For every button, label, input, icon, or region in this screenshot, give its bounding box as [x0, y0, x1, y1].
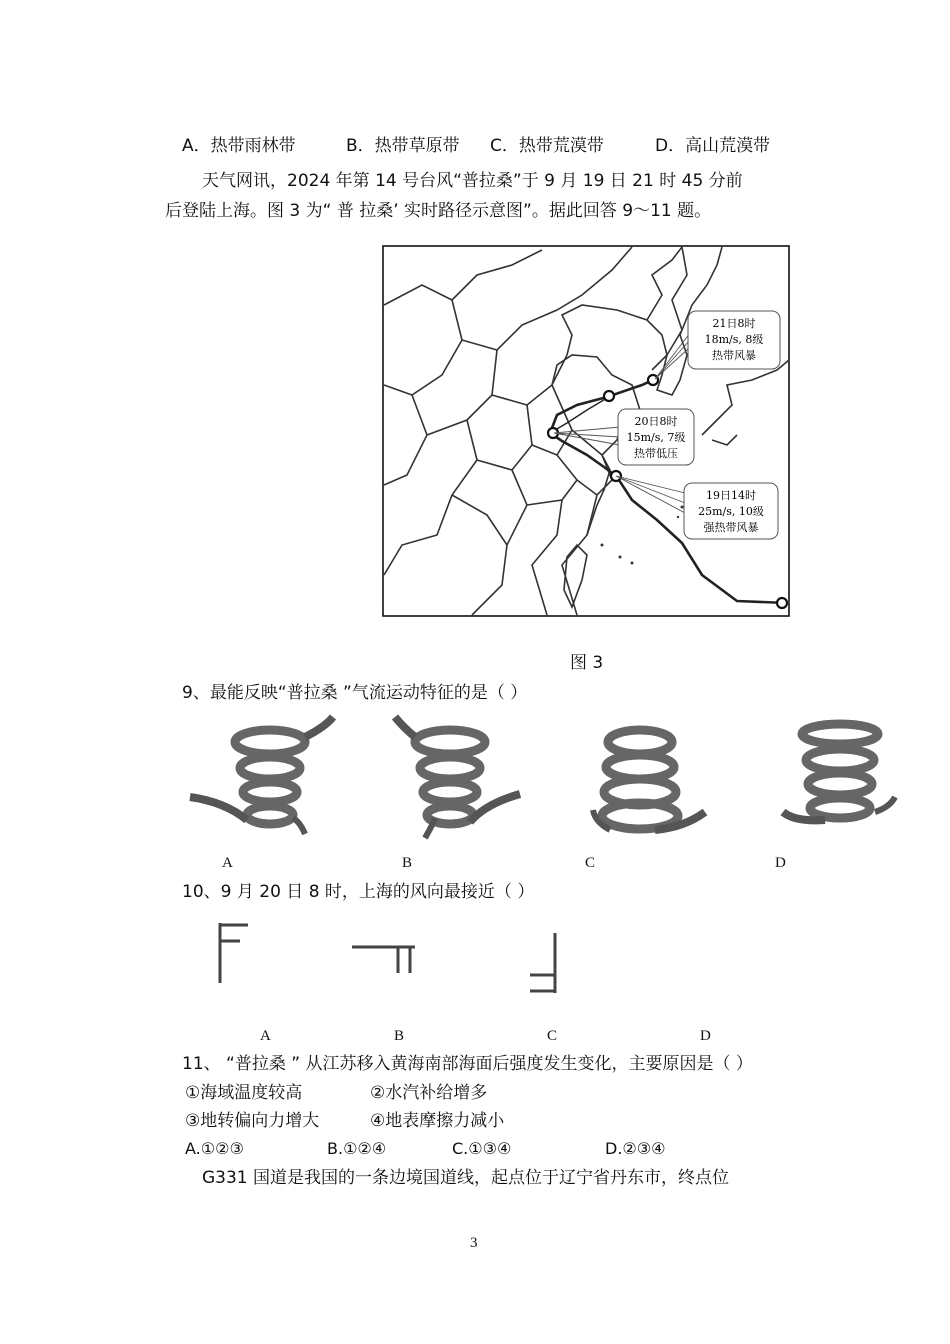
intro-line-1: 天气网讯，2024 年第 14 号台风“普拉桑”于 9 月 19 日 21 时 45 分前 [202, 171, 743, 191]
q9-stem: 9、最能反映“普拉桑 ”气流运动特征的是（ ） [182, 683, 528, 703]
q9-option-b-diagram [395, 717, 520, 838]
callout-1 [688, 311, 780, 369]
callout-2-line1: 20日8时 [634, 415, 678, 428]
q9-label-d: D [775, 855, 786, 871]
figure-caption: 图 3 [570, 653, 604, 673]
q11-item-4: ④地表摩擦力减小 [370, 1111, 505, 1131]
q10-label-b: B [394, 1028, 405, 1044]
callout-2-line2: 15m/s, 7级 [626, 431, 686, 444]
q11-option-d: D.②③④ [605, 1139, 666, 1158]
q9-option-d-diagram [783, 724, 895, 820]
typhoon-track-map [382, 245, 790, 617]
q11-option-c: C.①③④ [452, 1139, 512, 1158]
q11-option-a: A.①②③ [185, 1139, 244, 1158]
map-svg [382, 245, 790, 617]
q10-wind-barbs [200, 915, 600, 1005]
q9-label-b: B [402, 855, 413, 871]
callout-3 [684, 483, 778, 539]
callout-2-line3: 热带低压 [634, 447, 678, 460]
q10-svg [200, 915, 600, 1005]
q11-item-3: ③地转偏向力增大 [185, 1111, 320, 1131]
q10-label-a: A [260, 1028, 271, 1044]
intro-line-2: 后登陆上海。图 3 为“ 普 拉桑’ 实时路径示意图”。据此回答 9～11 题。 [165, 201, 712, 221]
q8-option-b: B．热带草原带 [346, 136, 460, 156]
q9-option-c-diagram [593, 730, 705, 830]
q10-barb-c [530, 933, 555, 993]
callout-1-line3: 热带风暴 [712, 349, 756, 362]
q9-label-a: A [222, 855, 233, 871]
q11-option-b: B.①②④ [327, 1139, 387, 1158]
q8-option-d: D．高山荒漠带 [655, 136, 771, 156]
q10-barb-b [352, 947, 415, 973]
q9-option-a-diagram [190, 717, 333, 834]
g331-paragraph: G331 国道是我国的一条边境国道线，起点位于辽宁省丹东市，终点位 [202, 1168, 730, 1188]
q10-barb-a [220, 923, 248, 983]
callout-3-line3: 强热带风暴 [703, 521, 759, 534]
callout-3-line1: 19日14时 [706, 489, 756, 502]
callout-1-line1: 21日8时 [712, 317, 756, 330]
callout-3-line2: 25m/s, 10级 [698, 505, 764, 518]
q9-label-c: C [585, 855, 596, 871]
q11-item-1: ①海域温度较高 [185, 1083, 303, 1103]
q11-item-2: ②水汽补给增多 [370, 1083, 488, 1103]
q8-option-a: A．热带雨林带 [182, 136, 296, 156]
page-number: 3 [470, 1235, 478, 1251]
q11-stem: 11、 “普拉桑 ” 从江苏移入黄海南部海面后强度发生变化，主要原因是（ ） [182, 1054, 753, 1074]
callout-1-line2: 18m/s, 8级 [704, 333, 764, 346]
q9-svg [185, 712, 905, 852]
q9-diagrams [185, 712, 905, 852]
q10-label-c: C [547, 1028, 558, 1044]
q10-label-d: D [700, 1028, 711, 1044]
q8-option-c: C．热带荒漠带 [490, 136, 604, 156]
callout-2 [618, 409, 694, 465]
q10-stem: 10、9 月 20 日 8 时，上海的风向最接近（ ） [182, 882, 535, 902]
